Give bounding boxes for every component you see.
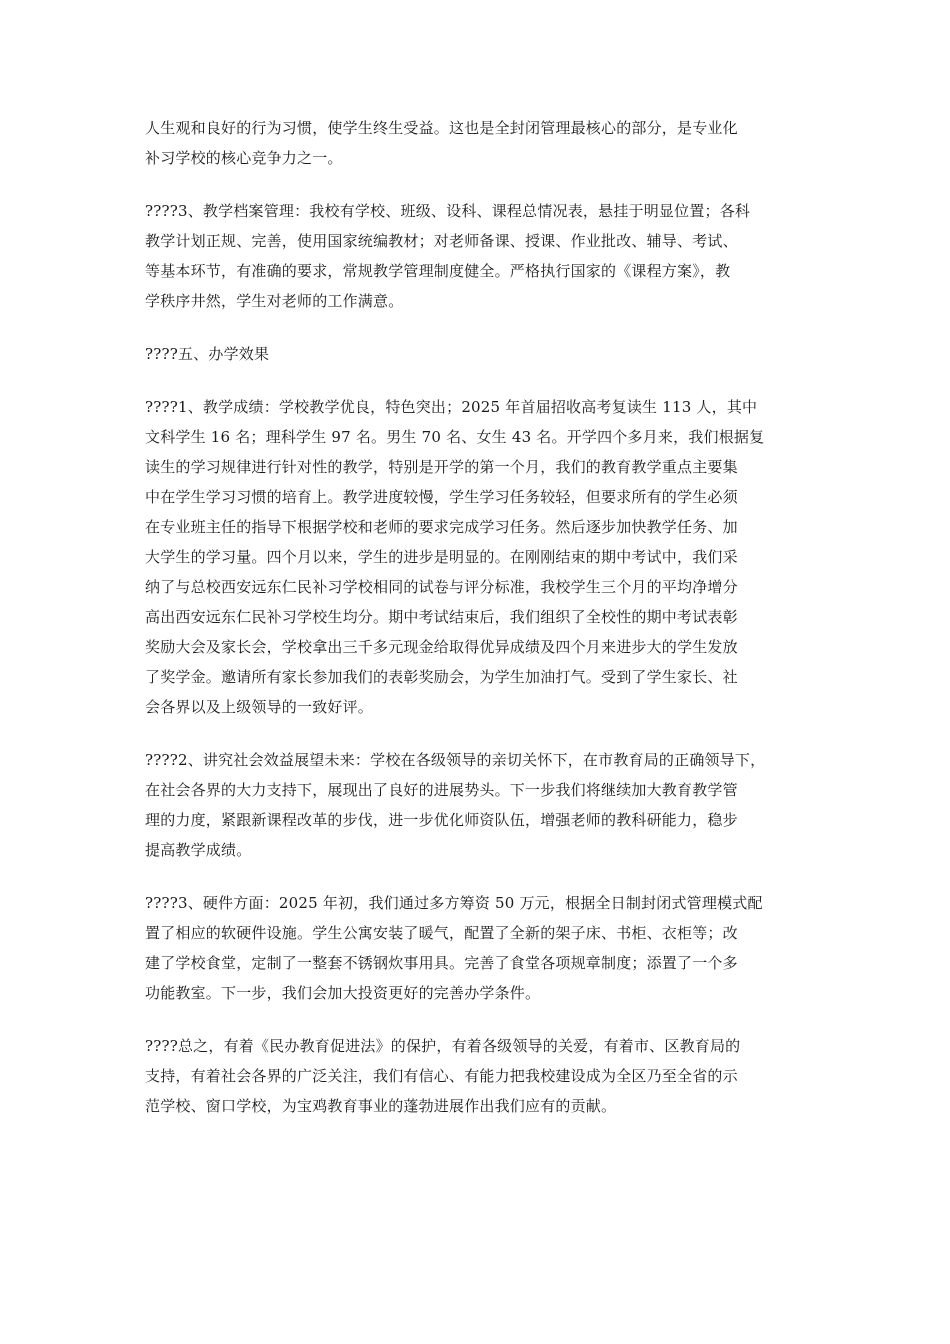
text-line: ????五、办学效果 (145, 345, 270, 363)
paragraph (145, 113, 805, 173)
text-line: 在专业班主任的指导下根据学校和老师的要求完成学习任务。然后逐步加快教学任务、加 (145, 518, 738, 536)
text-line: 学秩序井然，学生对老师的工作满意。 (145, 292, 404, 310)
text-line: ????3、教学档案管理：我校有学校、班级、设科、课程总情况表，悬挂于明显位置；各科 (145, 202, 751, 220)
text-line: 功能教室。下一步，我们会加大投资更好的完善办学条件。 (145, 984, 541, 1002)
paragraph (145, 1031, 805, 1121)
text-line: 中在学生学习习惯的培育上。教学进度较慢，学生学习任务较轻，但要求所有的学生必须 (145, 488, 738, 506)
paragraph (145, 339, 805, 369)
text-line: 人生观和良好的行为习惯，使学生终生受益。这也是全封闭管理最核心的部分，是专业化 (145, 119, 738, 137)
paragraph (145, 392, 805, 722)
text-line: 补习学校的核心竞争力之一。 (145, 149, 343, 167)
text-line: 文科学生 16 名；理科学生 97 名。男生 70 名、女生 43 名。开学四个多月来，我们根据复 (145, 428, 765, 446)
text-line: ????1、教学成绩：学校教学优良，特色突出；2025 年首届招收高考复读生 113 人，其中 (145, 398, 758, 416)
text-line: ????3、硬件方面：2025 年初，我们通过多方筹资 50 万元，根据全日制封闭式管理模式配 (145, 894, 763, 912)
text-line: 纳了与总校西安远东仁民补习学校相同的试卷与评分标准，我校学生三个月的平均净增分 (145, 578, 738, 596)
document-body (145, 113, 805, 1144)
text-line: 教学计划正规、完善，使用国家统编教材；对老师备课、授课、作业批改、辅导、考试、 (145, 232, 738, 250)
text-line: 支持，有着社会各界的广泛关注，我们有信心、有能力把我校建设成为全区乃至全省的示 (145, 1067, 738, 1085)
text-line: 会各界以及上级领导的一致好评。 (145, 698, 374, 716)
text-line: ????2、讲究社会效益展望未来：学校在各级领导的亲切关怀下，在市教育局的正确领导下， (145, 751, 766, 769)
paragraph (145, 196, 805, 316)
text-line: ????总之，有着《民办教育促进法》的保护，有着各级领导的关爱，有着市、区教育局的 (145, 1037, 741, 1055)
text-line: 高出西安远东仁民补习学校生均分。期中考试结束后，我们组织了全校性的期中考试表彰 (145, 608, 738, 626)
text-line: 等基本环节，有准确的要求，常规教学管理制度健全。严格执行国家的《课程方案》，教 (145, 262, 731, 280)
text-line: 范学校、窗口学校，为宝鸡教育事业的蓬勃进展作出我们应有的贡献。 (145, 1097, 617, 1115)
paragraph (145, 888, 805, 1008)
text-line: 置了相应的软硬件设施。学生公寓安装了暖气，配置了全新的架子床、书柜、衣柜等；改 (145, 924, 738, 942)
text-line: 了奖学金。邀请所有家长参加我们的表彰奖励会，为学生加油打气。受到了学生家长、社 (145, 668, 738, 686)
text-line: 大学生的学习量。四个月以来，学生的进步是明显的。在刚刚结束的期中考试中，我们采 (145, 548, 738, 566)
text-line: 理的力度，紧跟新课程改革的步伐，进一步优化师资队伍，增强老师的教科研能力，稳步 (145, 811, 738, 829)
text-line: 提高教学成绩。 (145, 841, 252, 859)
text-line: 读生的学习规律进行针对性的教学，特别是开学的第一个月，我们的教育教学重点主要集 (145, 458, 738, 476)
text-line: 在社会各界的大力支持下，展现出了良好的进展势头。下一步我们将继续加大教育教学管 (145, 781, 738, 799)
text-line: 建了学校食堂，定制了一整套不锈钢炊事用具。完善了食堂各项规章制度；添置了一个多 (145, 954, 738, 972)
paragraph (145, 745, 805, 865)
text-line: 奖励大会及家长会，学校拿出三千多元现金给取得优异成绩及四个月来进步大的学生发放 (145, 638, 738, 656)
